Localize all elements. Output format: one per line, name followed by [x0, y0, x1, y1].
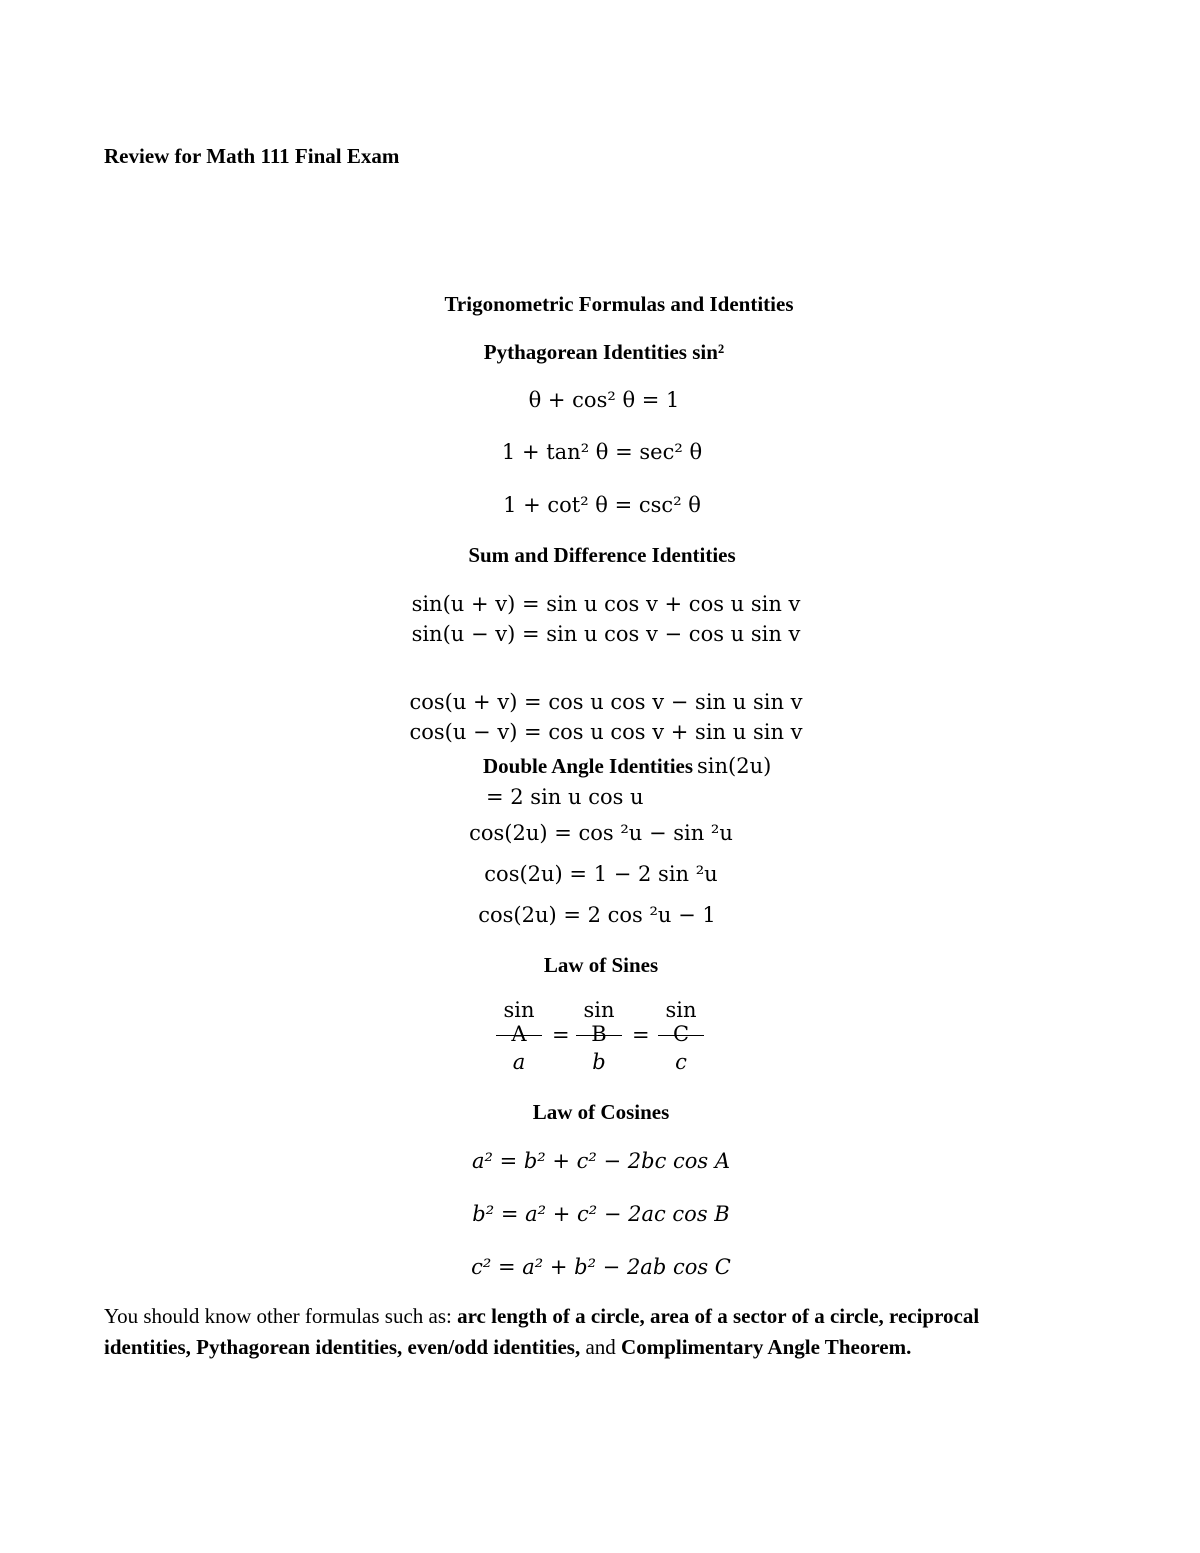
- section-title: Trigonometric Formulas and Identities: [444, 292, 794, 316]
- sines-numerator-c: sin C: [665, 998, 697, 1046]
- sines-denominator-a: a: [512, 1050, 526, 1074]
- sines-numerator-b: sin B: [583, 998, 615, 1046]
- sum-identity-cos: cos(u + v) = cos u cos v − sin u sin v: [409, 690, 803, 714]
- double-angle-heading: Double Angle Identities: [483, 754, 694, 778]
- sines-denominator-b: b: [592, 1050, 606, 1074]
- double-angle-heading-formula: sin(2u): [697, 754, 772, 778]
- equals-sign-1: =: [552, 1023, 570, 1047]
- law-of-sines-heading: Law of Sines: [543, 953, 659, 977]
- sum-identity-sin: sin(u + v) = sin u cos v + cos u sin v: [411, 592, 801, 616]
- sines-fraction-b: [576, 998, 622, 1074]
- sines-fraction-a: [496, 998, 542, 1074]
- difference-identity-cos: cos(u − v) = cos u cos v + sin u sin v: [409, 720, 803, 744]
- footer-and: and: [580, 1335, 622, 1359]
- sines-numerator-a: sin A: [503, 998, 535, 1046]
- footer-intro: You should know other formulas such as:: [104, 1304, 458, 1328]
- double-angle-cos-3: cos(2u) = 2 cos ²u − 1: [478, 903, 716, 927]
- double-angle-sin: = 2 sin u cos u: [486, 785, 644, 809]
- law-of-cosines-heading: Law of Cosines: [532, 1100, 670, 1124]
- footer-bold-list-2: identities, Pythagorean identities, even/odd identities,: [104, 1335, 581, 1359]
- pythagorean-identity-1: θ + cos² θ = 1: [528, 388, 680, 412]
- pythagorean-identity-2: 1 + tan² θ = sec² θ: [501, 440, 703, 464]
- pythagorean-identity-3: 1 + cot² θ = csc² θ: [503, 493, 701, 517]
- sines-fraction-c: [658, 998, 704, 1074]
- document-title: Review for Math 111 Final Exam: [104, 144, 400, 168]
- footer-bold-list-3: Complimentary Angle Theorem.: [621, 1335, 912, 1359]
- footer-note-line-2: [104, 1335, 911, 1360]
- double-angle-cos-1: cos(2u) = cos ²u − sin ²u: [469, 821, 733, 845]
- double-angle-cos-2: cos(2u) = 1 − 2 sin ²u: [484, 862, 718, 886]
- double-angle-heading-row: [483, 754, 771, 779]
- law-of-cosines-c: c² = a² + b² − 2ab cos C: [471, 1255, 731, 1279]
- pythagorean-heading: Pythagorean Identities sin²: [483, 340, 725, 364]
- equals-sign-2: =: [632, 1023, 650, 1047]
- sines-denominator-c: c: [675, 1050, 687, 1074]
- sum-difference-heading: Sum and Difference Identities: [468, 543, 736, 567]
- law-of-cosines-a: a² = b² + c² − 2bc cos A: [471, 1149, 731, 1173]
- footer-note-line-1: [104, 1304, 979, 1329]
- difference-identity-sin: sin(u − v) = sin u cos v − cos u sin v: [411, 622, 801, 646]
- law-of-cosines-b: b² = a² + c² − 2ac cos B: [472, 1202, 730, 1226]
- footer-bold-list-1: arc length of a circle, area of a sector of a circle, reciprocal: [457, 1304, 980, 1328]
